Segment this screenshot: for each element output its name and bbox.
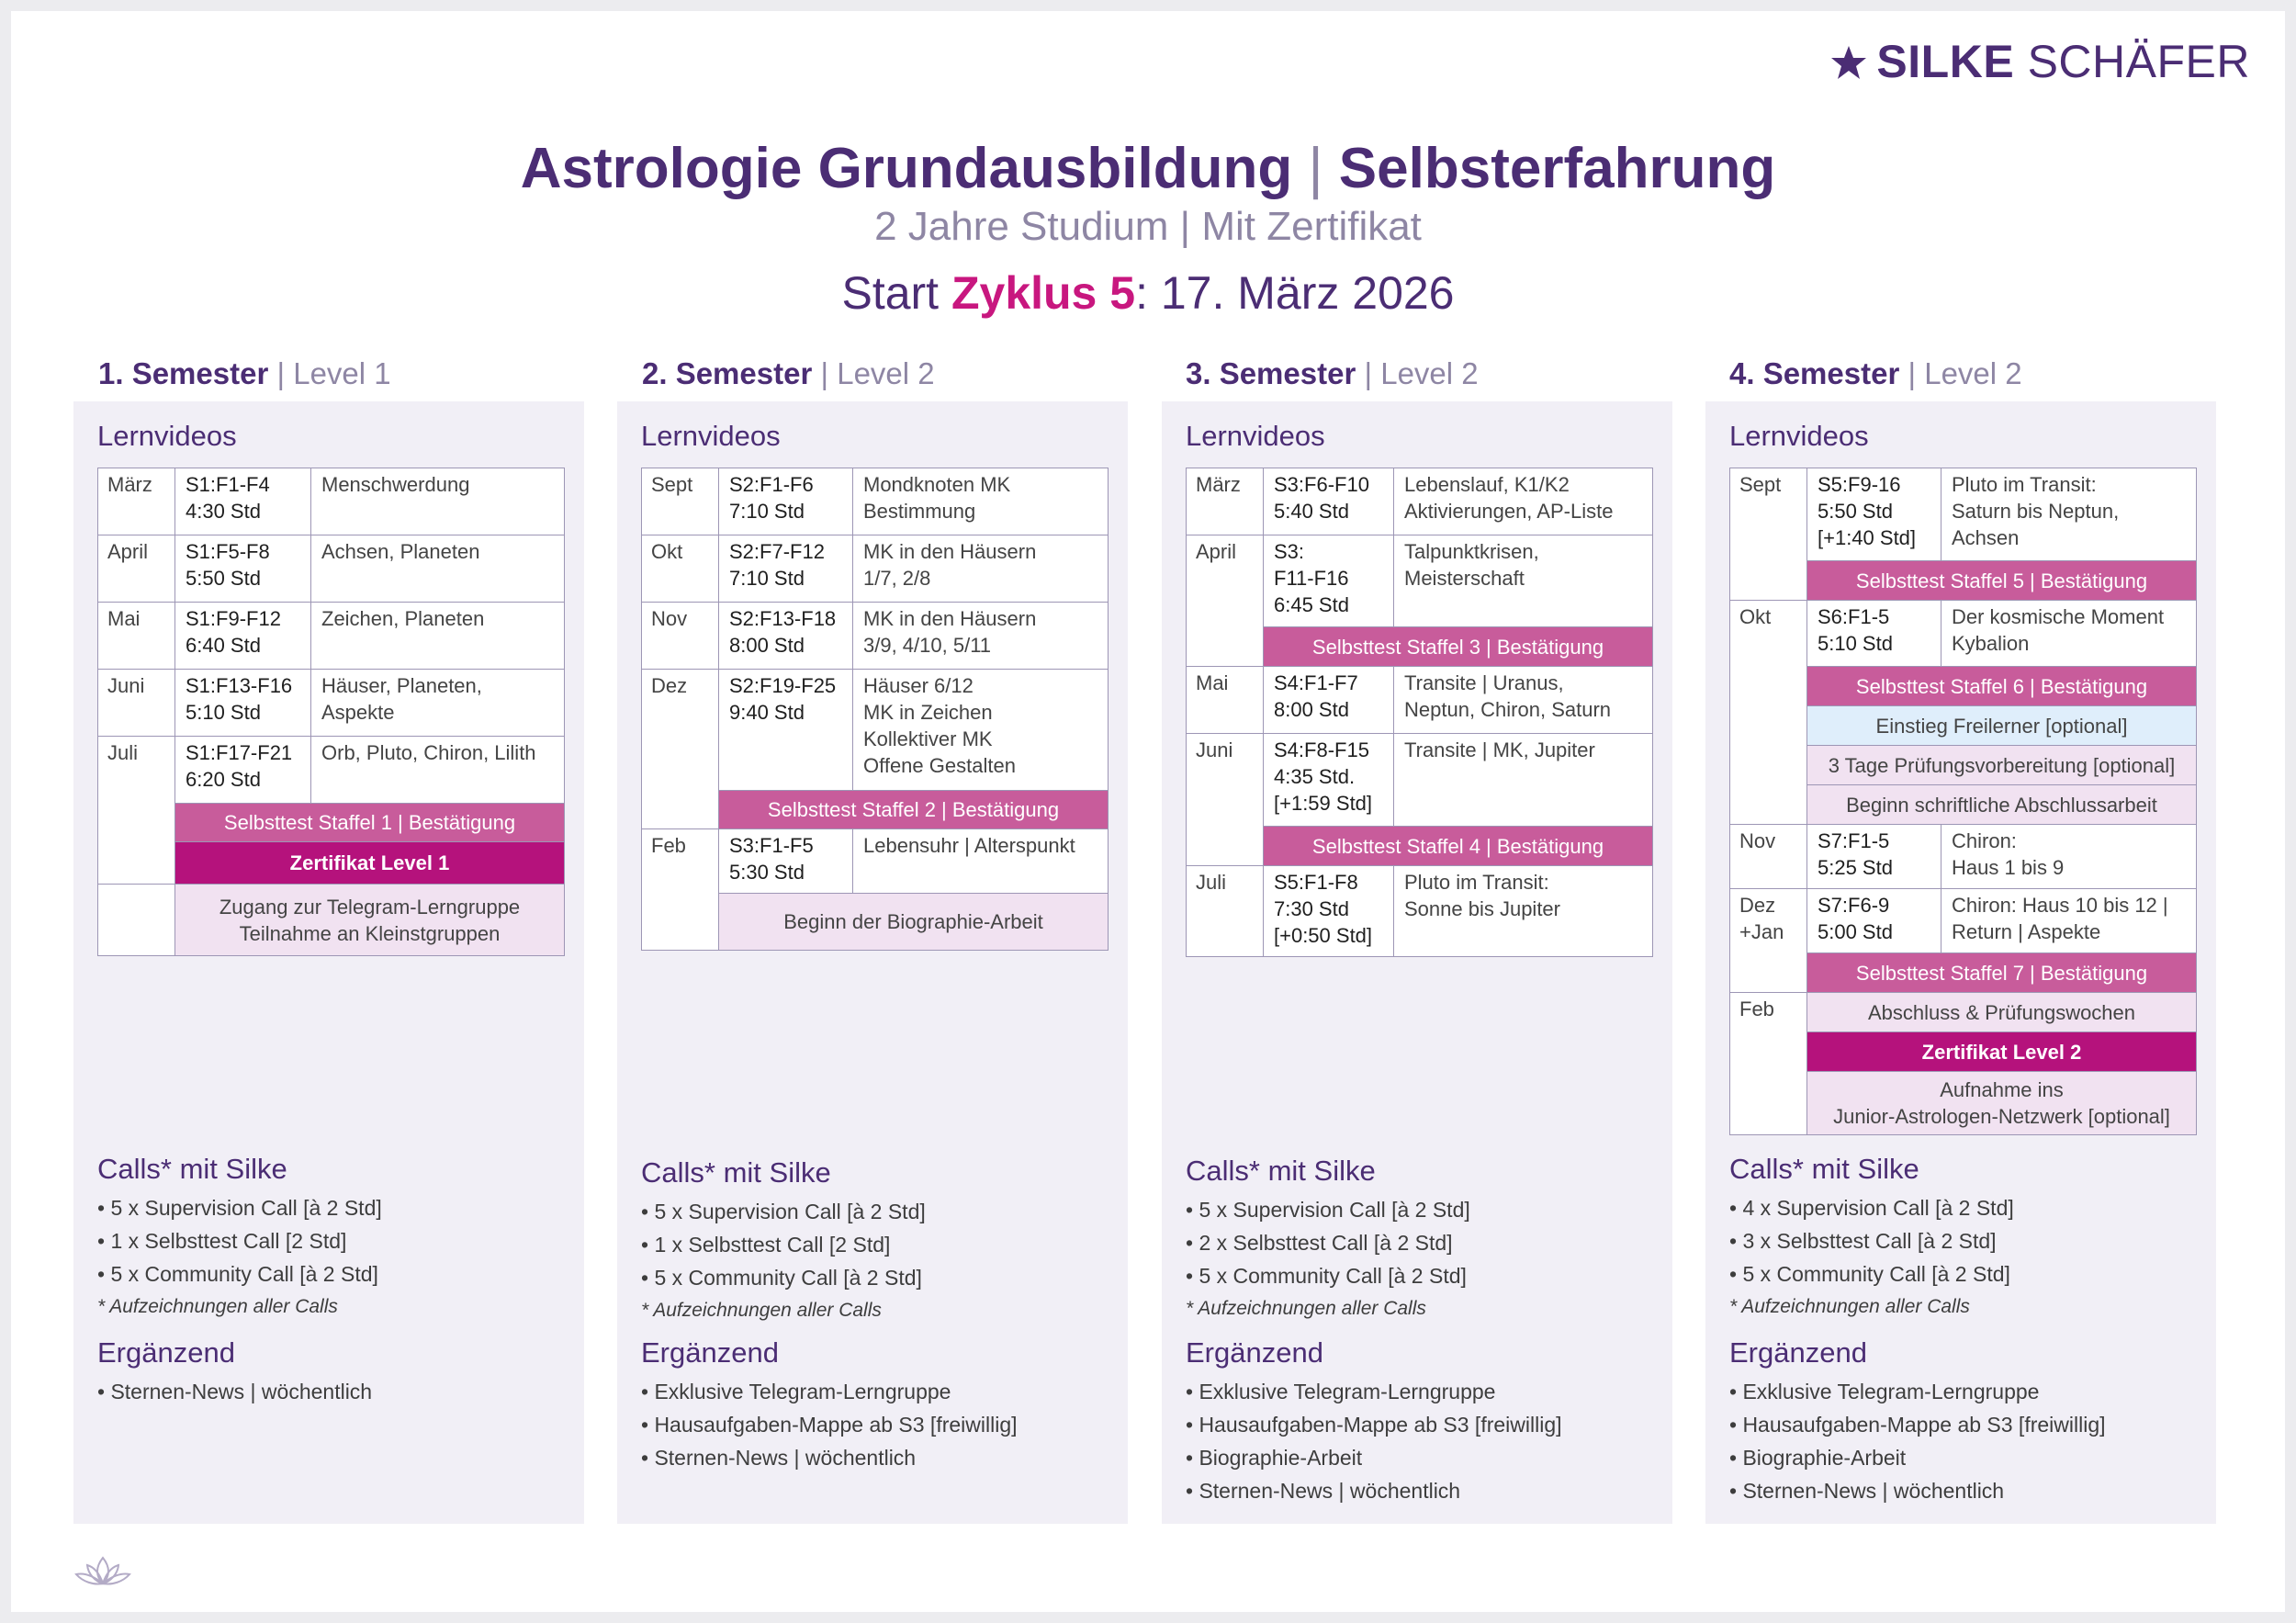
list-item: • 3 x Selbsttest Call [à 2 Std]	[1729, 1229, 1997, 1253]
page-subtitle: 2 Jahre Studium | Mit Zertifikat	[874, 204, 1422, 249]
episode-code: S2:F1-F6	[729, 473, 814, 496]
semester-4-title: 4. Semester	[1729, 356, 1900, 390]
month-cell: Juni	[1187, 734, 1264, 866]
list-item: • Exklusive Telegram-Lerngruppe	[641, 1380, 951, 1403]
semester-3-schedule	[1186, 468, 1653, 957]
month-cell: Nov	[1730, 825, 1807, 889]
lernvideos-heading: Lernvideos	[1186, 420, 1325, 452]
table-row	[1730, 468, 2197, 561]
table-row	[98, 670, 565, 737]
table-row	[642, 535, 1109, 603]
episode-code: S7:F6-9	[1818, 894, 1890, 917]
table-row	[1187, 535, 1653, 627]
month-cell: April	[1187, 535, 1264, 667]
topic-cell: Pluto im Transit: Saturn bis Neptun, Achsen	[1941, 468, 2197, 561]
duration: 8:00 Std	[1274, 698, 1349, 721]
duration: 8:00 Std	[729, 634, 805, 657]
topic-cell: Achsen, Planeten	[311, 535, 565, 603]
duration: 7:10 Std	[729, 567, 805, 590]
topic-cell: Chiron: Haus 10 bis 12 | Return | Aspekte	[1941, 889, 2197, 953]
list-item: • 5 x Community Call [à 2 Std]	[1186, 1264, 1467, 1288]
topic-cell: Mondknoten MK Bestimmung	[853, 468, 1109, 535]
pruefungsvorbereitung-bar: 3 Tage Prüfungsvorbereitung [optional]	[1807, 746, 2197, 785]
table-row	[1187, 734, 1653, 827]
month-cell: Mai	[98, 603, 175, 670]
month-cell: Juli	[98, 737, 175, 885]
month-cell: Juli	[1187, 866, 1264, 957]
lernvideos-heading: Lernvideos	[1729, 420, 1869, 452]
month-cell: März	[98, 468, 175, 535]
ergaenzend-heading: Ergänzend	[641, 1336, 779, 1369]
duration: 6:20 Std	[186, 768, 261, 791]
month-cell: Nov	[642, 603, 719, 670]
calls-list	[1729, 1191, 2014, 1324]
topic-cell: Häuser, Planeten, Aspekte	[311, 670, 565, 737]
list-item: • 5 x Supervision Call [à 2 Std]	[641, 1200, 926, 1223]
list-item: • Sternen-News | wöchentlich	[97, 1380, 373, 1403]
ergaenzend-heading: Ergänzend	[97, 1336, 235, 1369]
calls-list	[97, 1191, 382, 1324]
month-cell: Juni	[98, 670, 175, 737]
month-cell: Okt	[642, 535, 719, 603]
semester-4-panel	[1705, 401, 2216, 1524]
semester-4-level: | Level 2	[1908, 356, 2022, 390]
topic-cell: Lebenslauf, K1/K2 Aktivierungen, AP-Liste	[1394, 468, 1653, 535]
list-item: • 1 x Selbsttest Call [2 Std]	[97, 1229, 347, 1253]
list-item: • Hausaufgaben-Mappe ab S3 [freiwillig]	[1729, 1413, 2106, 1437]
staffel-1-bar: Selbsttest Staffel 1 | Bestätigung	[175, 804, 565, 842]
duration: 5:40 Std	[1274, 500, 1349, 523]
topic-cell: Häuser 6/12 MK in Zeichen Kollektiver MK Offene Gestalten	[853, 670, 1109, 791]
staffel-7-bar: Selbsttest Staffel 7 | Bestätigung	[1807, 953, 2197, 993]
episode-code: S5:F9-16	[1818, 473, 1901, 496]
zertifikat-level-2-bar: Zertifikat Level 2	[1807, 1032, 2197, 1072]
ergaenzend-list	[1186, 1375, 1562, 1507]
episode-code: S6:F1-5	[1818, 605, 1890, 628]
duration: 5:00 Std	[1818, 920, 1893, 943]
staffel-4-bar: Selbsttest Staffel 4 | Bestätigung	[1264, 827, 1653, 866]
episode-code: S7:F1-5	[1818, 829, 1890, 852]
brand-last: SCHÄFER	[2027, 36, 2250, 87]
semester-1-heading	[98, 356, 391, 391]
topic-cell: Menschwerdung	[311, 468, 565, 535]
ergaenzend-list	[97, 1375, 372, 1408]
list-item: • Sternen-News | wöchentlich	[1186, 1479, 1461, 1503]
calls-heading: Calls* mit Silke	[97, 1153, 287, 1185]
title-separator: |	[1308, 137, 1323, 200]
table-row	[98, 535, 565, 603]
episode-code: S2:F19-F25	[729, 674, 837, 697]
topic-cell: MK in den Häusern 1/7, 2/8	[853, 535, 1109, 603]
month-cell: Okt	[1730, 601, 1807, 825]
topic-cell: Der kosmische Moment Kybalion	[1941, 601, 2197, 667]
staffel-5-bar: Selbsttest Staffel 5 | Bestätigung	[1807, 561, 2197, 601]
topic-cell: Pluto im Transit: Sonne bis Jupiter	[1394, 866, 1653, 957]
brand-logo	[1830, 35, 2250, 92]
table-row	[1730, 601, 2197, 667]
topic-cell: Chiron: Haus 1 bis 9	[1941, 825, 2197, 889]
table-row	[1187, 667, 1653, 734]
list-item: • 5 x Community Call [à 2 Std]	[641, 1266, 922, 1290]
duration: 5:10 Std	[186, 701, 261, 724]
duration: 7:30 Std [+0:50 Std]	[1274, 897, 1373, 947]
lernvideos-heading: Lernvideos	[97, 420, 237, 452]
duration: 9:40 Std	[729, 701, 805, 724]
ergaenzend-heading: Ergänzend	[1186, 1336, 1323, 1369]
start-suffix: : 17. März 2026	[1135, 267, 1455, 319]
list-item: • 4 x Supervision Call [à 2 Std]	[1729, 1196, 2014, 1220]
semester-2-title: 2. Semester	[642, 356, 813, 390]
semester-2-level: | Level 2	[820, 356, 935, 390]
code-cell	[1264, 535, 1394, 627]
episode-code: S1:F13-F16	[186, 674, 293, 697]
duration: 5:30 Std	[729, 861, 805, 884]
start-date	[0, 266, 2296, 320]
topic-cell: Lebensuhr | Alterspunkt	[853, 829, 1109, 894]
semester-1-level: | Level 1	[276, 356, 391, 390]
start-cycle: Zyklus 5	[951, 267, 1136, 319]
list-item: • 5 x Supervision Call [à 2 Std]	[97, 1196, 382, 1220]
calls-heading: Calls* mit Silke	[1729, 1153, 1919, 1185]
duration: 5:25 Std	[1818, 856, 1893, 879]
list-item: • Hausaufgaben-Mappe ab S3 [freiwillig]	[641, 1413, 1018, 1437]
ergaenzend-list	[641, 1375, 1018, 1474]
title-part-b: Selbsterfahrung	[1338, 137, 1776, 200]
staffel-3-bar: Selbsttest Staffel 3 | Bestätigung	[1264, 627, 1653, 667]
netzwerk-bar: Aufnahme ins Junior-Astrologen-Netzwerk [optional]	[1807, 1072, 2197, 1135]
semester-2-schedule	[641, 468, 1109, 951]
table-row	[1730, 889, 2197, 953]
month-cell: Dez	[642, 670, 719, 829]
list-item: • 5 x Community Call [à 2 Std]	[97, 1262, 378, 1286]
episode-code: S1:F9-F12	[186, 607, 281, 630]
duration: 7:10 Std	[729, 500, 805, 523]
page-title	[0, 136, 2296, 201]
code-cell	[1807, 468, 1941, 561]
duration: 4:30 Std	[186, 500, 261, 523]
table-row	[1730, 825, 2197, 889]
calls-list	[641, 1195, 926, 1327]
calls-note: * Aufzeichnungen aller Calls	[97, 1296, 338, 1317]
topic-cell: Transite | MK, Jupiter	[1394, 734, 1653, 827]
telegram-access-bar: Zugang zur Telegram-Lerngruppe Teilnahme an Kleinstgruppen	[175, 885, 565, 956]
list-item: • 1 x Selbsttest Call [2 Std]	[641, 1233, 891, 1257]
table-row	[642, 829, 1109, 894]
episode-code: S4:F1-F7	[1274, 671, 1358, 694]
list-item: • Biographie-Arbeit	[1186, 1446, 1363, 1470]
calls-heading: Calls* mit Silke	[1186, 1155, 1376, 1187]
staffel-2-bar: Selbsttest Staffel 2 | Bestätigung	[719, 791, 1109, 829]
month-cell: Sept	[1730, 468, 1807, 601]
start-prefix: Start	[841, 267, 951, 319]
title-part-a: Astrologie Grundausbildung	[520, 137, 1293, 200]
month-cell: Mai	[1187, 667, 1264, 734]
episode-code: S3:F1-F5	[729, 834, 814, 857]
calls-list	[1186, 1193, 1470, 1325]
episode-code: S3:F6-F10	[1274, 473, 1369, 496]
episode-code: S4:F8-F15	[1274, 738, 1369, 761]
duration: 6:40 Std	[186, 634, 261, 657]
month-cell: April	[98, 535, 175, 603]
episode-code: S1:F17-F21	[186, 741, 293, 764]
table-row	[98, 737, 565, 804]
episode-code: S2:F13-F18	[729, 607, 837, 630]
episode-code: S3: F11-F16	[1274, 540, 1349, 590]
duration: 4:35 Std. [+1:59 Std]	[1274, 765, 1373, 815]
calls-note: * Aufzeichnungen aller Calls	[641, 1300, 882, 1321]
episode-code: S1:F1-F4	[186, 473, 270, 496]
star-icon	[1830, 39, 1867, 92]
topic-cell: MK in den Häusern 3/9, 4/10, 5/11	[853, 603, 1109, 670]
topic-cell: Talpunktkrisen, Meisterschaft	[1394, 535, 1653, 627]
lernvideos-heading: Lernvideos	[641, 420, 781, 452]
brand-first: SILKE	[1876, 36, 2015, 87]
list-item: • Sternen-News | wöchentlich	[641, 1446, 917, 1470]
semester-3-level: | Level 2	[1364, 356, 1479, 390]
month-cell: Sept	[642, 468, 719, 535]
ergaenzend-heading: Ergänzend	[1729, 1336, 1867, 1369]
list-item: • 5 x Supervision Call [à 2 Std]	[1186, 1198, 1470, 1222]
duration: 5:50 Std [+1:40 Std]	[1818, 500, 1917, 549]
list-item: • Exklusive Telegram-Lerngruppe	[1729, 1380, 2040, 1403]
month-cell: März	[1187, 468, 1264, 535]
table-row	[642, 468, 1109, 535]
semester-3-title: 3. Semester	[1186, 356, 1356, 390]
table-row	[642, 670, 1109, 791]
abschluss-bar: Abschluss & Prüfungswochen	[1807, 993, 2197, 1032]
duration: 5:10 Std	[1818, 632, 1893, 655]
topic-cell: Orb, Pluto, Chiron, Lilith	[311, 737, 565, 804]
code-cell	[1264, 866, 1394, 957]
topic-cell: Transite | Uranus, Neptun, Chiron, Saturn	[1394, 667, 1653, 734]
semester-2-panel	[617, 401, 1128, 1524]
month-cell: Feb	[642, 829, 719, 951]
abschlussarbeit-bar: Beginn schriftliche Abschlussarbeit	[1807, 785, 2197, 825]
biographie-bar: Beginn der Biographie-Arbeit	[719, 894, 1109, 951]
calls-note: * Aufzeichnungen aller Calls	[1729, 1296, 1970, 1317]
table-row	[98, 468, 565, 535]
empty-month-cell	[98, 885, 175, 956]
episode-code: S5:F1-F8	[1274, 871, 1358, 894]
lotus-icon	[73, 1552, 132, 1594]
semester-4-schedule	[1729, 468, 2197, 1135]
semester-2-heading	[642, 356, 935, 391]
semester-1-schedule	[97, 468, 565, 956]
topic-cell: Zeichen, Planeten	[311, 603, 565, 670]
list-item: • 5 x Community Call [à 2 Std]	[1729, 1262, 2010, 1286]
table-row	[642, 603, 1109, 670]
semester-4-heading	[1729, 356, 2022, 391]
semester-1-panel	[73, 401, 584, 1524]
table-row	[98, 603, 565, 670]
list-item: • Biographie-Arbeit	[1729, 1446, 1907, 1470]
episode-code: S1:F5-F8	[186, 540, 270, 563]
list-item: • 2 x Selbsttest Call [à 2 Std]	[1186, 1231, 1453, 1255]
zertifikat-level-1-bar: Zertifikat Level 1	[175, 842, 565, 885]
ergaenzend-list	[1729, 1375, 2106, 1507]
semester-3-panel	[1162, 401, 1672, 1524]
list-item: • Sternen-News | wöchentlich	[1729, 1479, 2005, 1503]
staffel-6-bar: Selbsttest Staffel 6 | Bestätigung	[1807, 667, 2197, 706]
month-cell: Feb	[1730, 993, 1807, 1135]
list-item: • Hausaufgaben-Mappe ab S3 [freiwillig]	[1186, 1413, 1562, 1437]
calls-heading: Calls* mit Silke	[641, 1156, 831, 1189]
duration: 5:50 Std	[186, 567, 261, 590]
semester-1-title: 1. Semester	[98, 356, 269, 390]
table-row	[1187, 468, 1653, 535]
table-row	[1187, 866, 1653, 957]
month-cell: Dez +Jan	[1730, 889, 1807, 993]
semester-3-heading	[1186, 356, 1479, 391]
code-cell	[1264, 734, 1394, 827]
list-item: • Exklusive Telegram-Lerngruppe	[1186, 1380, 1496, 1403]
calls-note: * Aufzeichnungen aller Calls	[1186, 1298, 1426, 1319]
freilerner-bar: Einstieg Freilerner [optional]	[1807, 706, 2197, 746]
duration: 6:45 Std	[1274, 593, 1349, 616]
episode-code: S2:F7-F12	[729, 540, 825, 563]
